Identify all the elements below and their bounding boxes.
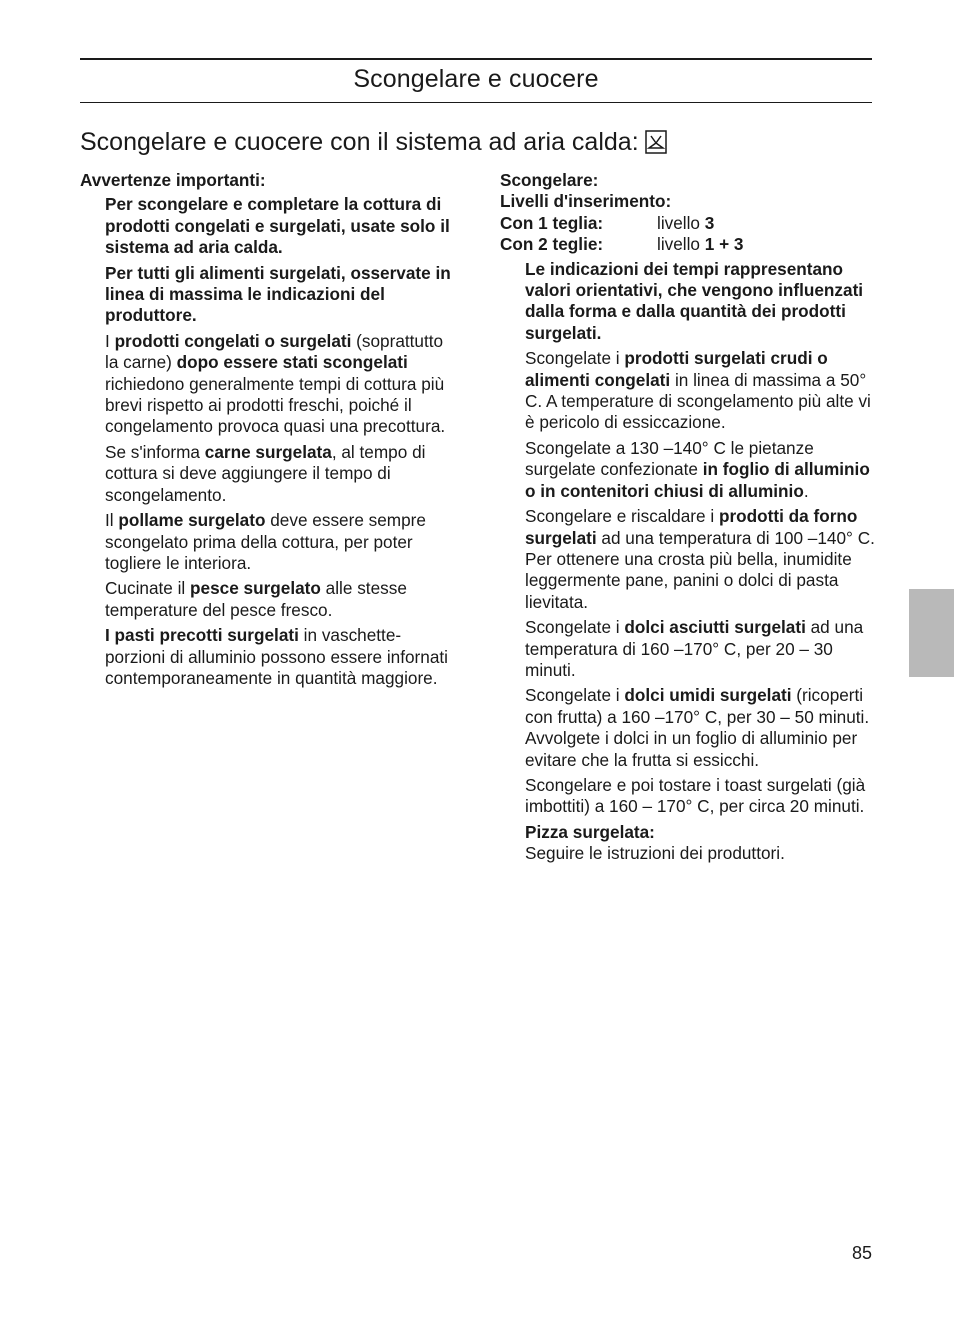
text-run: Se s'informa [105, 441, 205, 462]
text-run: Scongelare e riscaldare i [525, 506, 719, 527]
text-run: Scongelate a 130 –140° C le pietanze surgelate confezionate [525, 437, 814, 480]
text-run-bold: I pasti precotti surgelati [105, 625, 299, 646]
text-run: Scongelate i [525, 617, 625, 638]
right-paragraph-6 [525, 685, 875, 771]
page-header-title: Scongelare e cuocere [353, 65, 599, 93]
text-run: I [105, 330, 115, 351]
text-run: Scongelate i [525, 685, 625, 706]
level-label: Con 2 teglie: [500, 234, 604, 255]
text-run: Seguire le istruzioni dei produttori. [525, 843, 785, 864]
text-run-bold: pollame surgelato [118, 510, 266, 531]
section-title-text: Scongelare e cuocere con il sistema ad aria calda: [80, 128, 639, 156]
right-column [500, 170, 875, 869]
text-run: Scongelate i [525, 348, 625, 369]
level-value: 3 [704, 212, 715, 233]
text-run: alle stesse temperature del pesce fresco. [105, 578, 407, 620]
right-paragraph-1: Le indicazioni dei tempi rappresentano valori orientativi, che vengono influenzati dalla forma e dalla quantità dei prodotti surgelati. [525, 258, 864, 343]
header-top-rule [80, 58, 872, 60]
text-run: Il [105, 510, 119, 531]
pizza-heading: Pizza surgelata: [525, 821, 655, 842]
left-paragraph-1: Per scongelare e completare la cottura di prodotti congelati e surgelati, usate solo il sistema ad aria calda. [105, 194, 450, 258]
right-paragraph-5 [525, 617, 875, 681]
text-run: in linea di massima a 50° C. A temperature di scongelamento più alte vi è pericolo di essiccazione. [525, 369, 871, 433]
level-word: livello [657, 212, 705, 233]
text-run: deve essere sempre scongelato prima della cottura, per poter togliere le interiora. [105, 510, 426, 573]
text-run-bold: dopo essere stati scongelati [176, 352, 408, 373]
text-run-bold: prodotti surgelati crudi o alimenti congelati [525, 348, 828, 390]
right-heading-levels: Livelli d'inserimento: [500, 191, 672, 212]
right-paragraph-8 [525, 822, 875, 865]
text-run: (soprattutto la carne) [105, 330, 444, 373]
level-word: livello [657, 234, 705, 255]
text-run: , al tempo di cottura si deve aggiungere il tempo di scongelamento. [105, 441, 426, 505]
text-run-bold: carne surgelata [204, 441, 332, 462]
text-run-bold: prodotti congelati o surgelati [114, 330, 352, 351]
level-label: Con 1 teglia: [500, 212, 604, 233]
text-run: Cucinate il [105, 578, 191, 599]
right-heading-defrost: Scongelare: [500, 170, 599, 190]
text-run-bold: pesce surgelato [190, 578, 321, 599]
text-run: ad una temperatura di 160 –170° C, per 20 – 30 minuti. [525, 617, 864, 680]
right-paragraph-3 [525, 438, 875, 502]
chapter-tab-marker [909, 589, 954, 677]
right-paragraph-7: Scongelare e poi tostare i toast surgelati (già imbottiti) a 160 – 170° C, per circa 20 minuti. [525, 774, 866, 817]
text-run: (ricoperti con frutta) a 160 –170° C, per 30 – 50 minuti. Avvolgete i dolci in un foglio di alluminio per evitare che la frutta si essicchi. [525, 685, 870, 770]
text-run: in vaschette-porzioni di alluminio possono essere infornati contemporaneamente in quantità maggiore. [105, 625, 448, 688]
header-bottom-rule [80, 102, 872, 103]
right-paragraph-4 [525, 506, 875, 613]
left-paragraph-7 [105, 625, 455, 689]
page-number: 85 [851, 1243, 872, 1263]
left-heading: Avvertenze importanti: [80, 170, 266, 190]
right-paragraph-2 [525, 348, 875, 434]
level-row [500, 234, 875, 255]
section-title [80, 125, 880, 159]
text-run-bold: in foglio di alluminio o in contenitori chiusi di alluminio [525, 459, 870, 501]
left-column [80, 170, 455, 693]
text-run: ad una temperatura di 100 –140° C. Per ottenere una crosta più bella, inumidite leggermente pane, panini o dolci di pasta lievitata. [525, 527, 875, 612]
level-value: 1 + 3 [704, 234, 744, 255]
level-row [500, 213, 875, 234]
text-run: richiedono generalmente tempi di cottura più brevi rispetto ai prodotti freschi, poiché il congelamento provoca quasi una precottura. [105, 373, 446, 437]
hot-air-fan-icon [645, 130, 667, 154]
left-paragraph-3 [105, 331, 455, 438]
left-paragraph-5 [105, 510, 455, 574]
text-run-bold: dolci asciutti surgelati [624, 617, 806, 638]
text-run: . [803, 480, 809, 501]
left-paragraph-4 [105, 442, 455, 506]
text-run-bold: prodotti da forno surgelati [525, 506, 858, 548]
left-paragraph-2: Per tutti gli alimenti surgelati, osservate in linea di massima le indicazioni del produttore. [105, 262, 451, 326]
text-run-bold: dolci umidi surgelati [624, 685, 792, 706]
left-paragraph-6 [105, 578, 455, 621]
